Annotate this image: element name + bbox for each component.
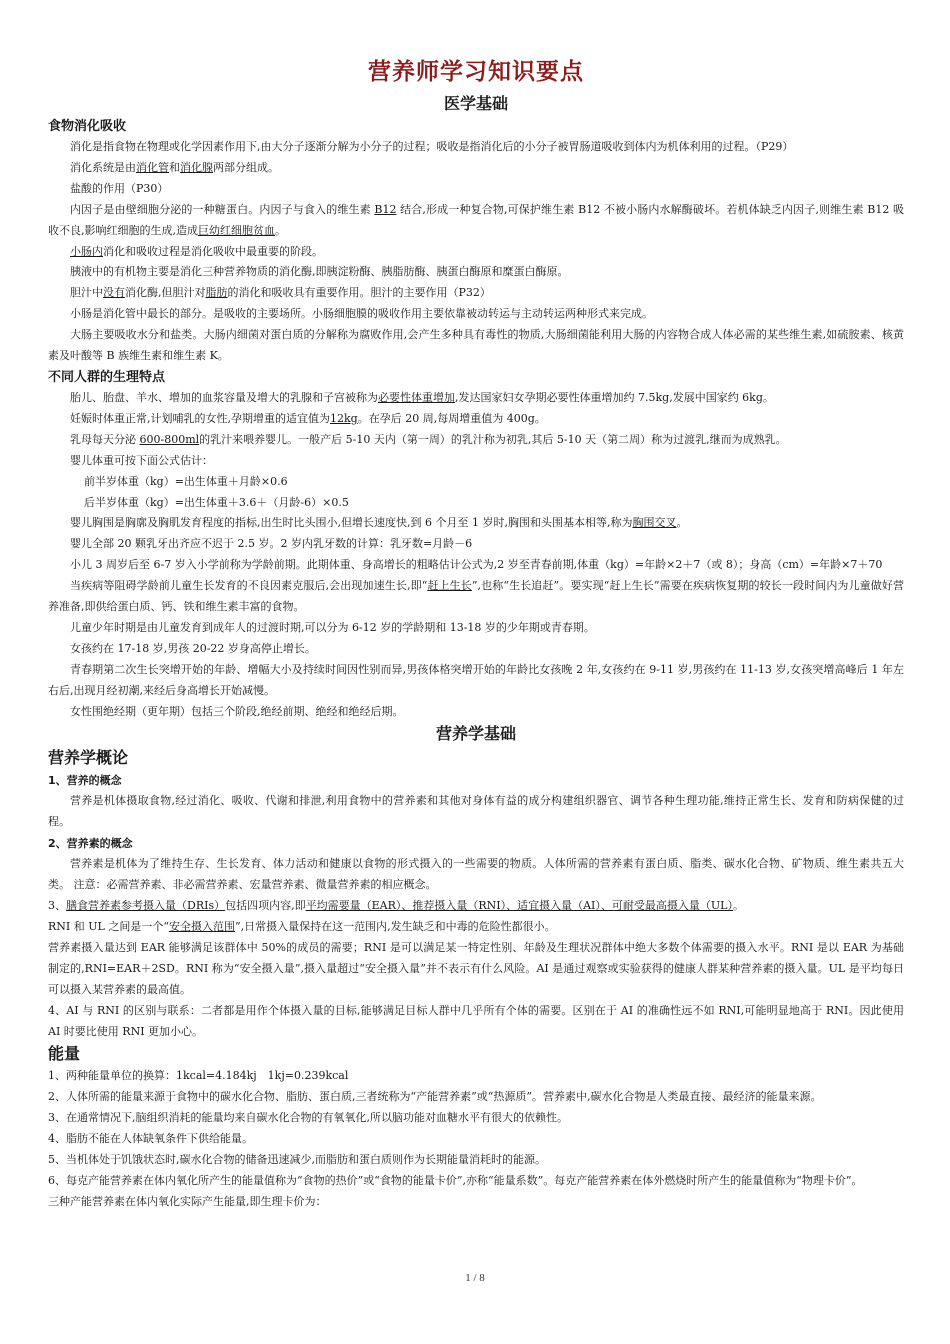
paragraph: 大肠主要吸收水分和盐类。大肠内细菌对蛋白质的分解称为腐败作用,会产生多种具有毒性的物质,大肠细菌能利用大肠的内容物合成人体必需的某些维生素,如硫胺素、核黄素及叶酸等 B 族维生素和维生素 K。 (48, 328, 904, 363)
subheading: 1、营养的概念 (48, 774, 122, 788)
paragraph: 营养素摄入量达到 EAR 能够满足该群体中 50%的成员的需要；RNI 是可以满足某一特定性别、年龄及生理状况群体中绝大多数个体需要的摄入水平。RNI 是以 EAR 为基础制定的,RNI=EAR＋2SD。RNI 称为“安全摄入量”,摄入量超过“安全摄入量”并不表示有什么风险。AI 是通过观察或实验获得的健康人群某种营养素的摄入量。UL 是平均每日可以摄入某营养素的最高值。 (48, 940, 904, 996)
paragraph: 4、脂肪不能在人体缺氧条件下供给能量。 (48, 1132, 253, 1146)
paragraph: 内因子是由壁细胞分泌的一种糖蛋白。内因子与食入的维生素 B12 结合,形成一种复合物,可保护维生素 B12 不被小肠内水解酶破坏。若机体缺乏内因子,则维生素 B12 吸收不良,影响红细胞的生成,造成巨幼红细胞贫血。 (48, 202, 905, 237)
paragraph: 3、膳食营养素参考摄入量（DRIs）包括四项内容,即平均需要量（EAR）、推荐摄入量（RNI）、适宜摄入量（AI）、可耐受最高摄入量（UL）。 (48, 899, 744, 913)
paragraph: 营养素是机体为了维持生存、生长发育、体力活动和健康以食物的形式摄入的一些需要的物质。人体所需的营养素有蛋白质、脂类、碳水化合物、矿物质、维生素共五大类。 注意：必需营养素、非必需营养素、宏量营养素、微量营养素的相应概念。 (48, 857, 904, 892)
paragraph: 小儿 3 周岁后至 6-7 岁入小学前称为学龄前期。此期体重、身高增长的粗略估计公式为,2 岁至青春前期,体重（kg）=年龄×2＋7（或 8）；身高（cm）=年龄×7＋70 (70, 558, 883, 572)
heading-energy: 能量 (48, 1044, 81, 1064)
paragraph: 婴儿胸围是胸廓及胸肌发育程度的指标,出生时比头围小,但增长速度快,到 6 个月至 1 岁时,胸围和头围基本相等,称为胸围交叉。 (70, 516, 688, 530)
paragraph: 小肠内消化和吸收过程是消化吸收中最重要的阶段。 (70, 244, 323, 258)
paragraph: 小肠是消化管中最长的部分。是吸收的主要场所。小肠细胞膜的吸收作用主要依靠被动转运与主动转运两种形式来完成。 (70, 307, 653, 321)
paragraph: 婴儿全部 20 颗乳牙出齐应不迟于 2.5 岁。2 岁内乳牙数的计算：乳牙数=月龄－6 (70, 537, 473, 551)
page-number: 1 / 8 (465, 1272, 485, 1284)
paragraph: 妊娠时体重正常,计划哺乳的女性,孕期增重的适宜值为12kg。在孕后 20 周,每周增重值为 400g。 (70, 411, 546, 425)
paragraph: 6、每克产能营养素在体内氧化所产生的能量值称为“食物的热价”或“食物的能量卡价”,亦称“能量系数”。每克产能营养素在体外燃烧时所产生的能量值称为“物理卡价”。 (48, 1173, 863, 1187)
paragraph: 青春期第二次生长突增开始的年龄、增幅大小及持续时间因性别而异,男孩体格突增开始的年龄比女孩晚 2 年,女孩约在 9-11 岁,男孩约在 11-13 岁,女孩突增高峰后 1 年左右后,出现月经初潮,来经后身高增长开始减慢。 (48, 662, 904, 697)
paragraph: 乳母每天分泌 600-800ml的乳汁来喂养婴儿。一般产后 5-10 天内（第一周）的乳汁称为初乳,其后 5-10 天（第二周）称为过渡乳,继而为成熟乳。 (70, 432, 787, 446)
paragraph: 4、AI 与 RNI 的区别与联系：二者都是用作个体摄入量的目标,能够满足目标人群中几乎所有个体的需要。区别在于 AI 的准确性远不如 RNI,可能明显地高于 RNI。因此使用 AI 时要比使用 RNI 更加小心。 (48, 1003, 904, 1038)
paragraph: 婴儿体重可按下面公式估计： (70, 453, 213, 467)
paragraph: 消化是指食物在物理或化学因素作用下,由大分子逐渐分解为小分子的过程；吸收是指消化后的小分子被胃肠道吸收到体内为机体利用的过程。（P29） (70, 140, 794, 153)
heading-nutrition-overview: 营养学概论 (48, 748, 129, 768)
subheading: 2、营养素的概念 (48, 837, 133, 851)
section-heading-medical: 医学基础 (443, 94, 508, 113)
paragraph: RNI 和 UL 之间是一个“安全摄入范围”,日常摄入量保持在这一范围内,发生缺乏和中毒的危险性都很小。 (48, 920, 556, 933)
document-title: 营养师学习知识要点 (368, 58, 584, 85)
document-page (48, 56, 904, 1213)
paragraph: 三种产能营养素在体内氧化实际产生能量,即生理卡价为： (48, 1194, 327, 1208)
paragraph: 3、在通常情况下,脑组织消耗的能量均来自碳水化合物的有氧氧化,所以脑功能对血糖水平有很大的依赖性。 (48, 1111, 568, 1125)
paragraph: 营养是机体摄取食物,经过消化、吸收、代谢和排泄,利用食物中的营养素和其他对身体有益的成分构建组织器官、调节各种生理功能,维持正常生长、发育和防病保健的过程。 (48, 794, 904, 829)
paragraph: 女孩约在 17-18 岁,男孩 20-22 岁身高停止增长。 (70, 641, 316, 655)
paragraph: 消化系统是由消化管和消化腺两部分组成。 (70, 160, 279, 174)
section-heading-nutrition: 营养学基础 (435, 724, 516, 744)
heading-digestion: 食物消化吸收 (48, 119, 127, 134)
formula: 前半岁体重（kg）=出生体重＋月龄×0.6 (84, 474, 288, 488)
paragraph: 盐酸的作用（P30） (70, 181, 169, 195)
paragraph: 女性围绝经期（更年期）包括三个阶段,绝经前期、绝经和绝经后期。 (70, 704, 404, 718)
paragraph: 胆汁中没有消化酶,但胆汁对脂肪的消化和吸收具有重要作用。胆汁的主要作用（P32） (70, 286, 491, 300)
formula: 后半岁体重（kg）=出生体重＋3.6＋（月龄-6）×0.5 (84, 495, 349, 509)
heading-physiology: 不同人群的生理特点 (48, 369, 166, 385)
paragraph: 当疾病等阻碍学龄前儿童生长发育的不良因素克服后,会出现加速生长,即“赶上生长”,也称“生长追赶”。要实现“赶上生长”需要在疾病恢复期的较长一段时间内为儿童做好营养准备,即供给蛋白质、钙、铁和维生素丰富的食物。 (48, 579, 904, 614)
paragraph: 胰液中的有机物主要是消化三种营养物质的消化酶,即胰淀粉酶、胰脂肪酶、胰蛋白酶原和糜蛋白酶原。 (70, 265, 569, 279)
paragraph: 2、人体所需的能量来源于食物中的碳水化合物、脂肪、蛋白质,三者统称为“产能营养素”或“热源质”。营养素中,碳水化合物是人类最直接、最经济的能量来源。 (48, 1090, 822, 1104)
paragraph: 胎儿、胎盘、羊水、增加的血浆容量及增大的乳腺和子宫被称为必要性体重增加,发达国家妇女孕期必要性体重增加约 7.5kg,发展中国家约 6kg。 (70, 390, 774, 404)
paragraph: 1、两种能量单位的换算：1kcal=4.184kj 1kj=0.239kcal (48, 1069, 349, 1083)
paragraph: 5、当机体处于饥饿状态时,碳水化合物的储备迅速减少,而脂肪和蛋白质则作为长期能量消耗时的能源。 (48, 1153, 546, 1167)
paragraph: 儿童少年时期是由儿童发育到成年人的过渡时期,可以分为 6-12 岁的学龄期和 13-18 岁的少年期或青春期。 (70, 620, 595, 634)
